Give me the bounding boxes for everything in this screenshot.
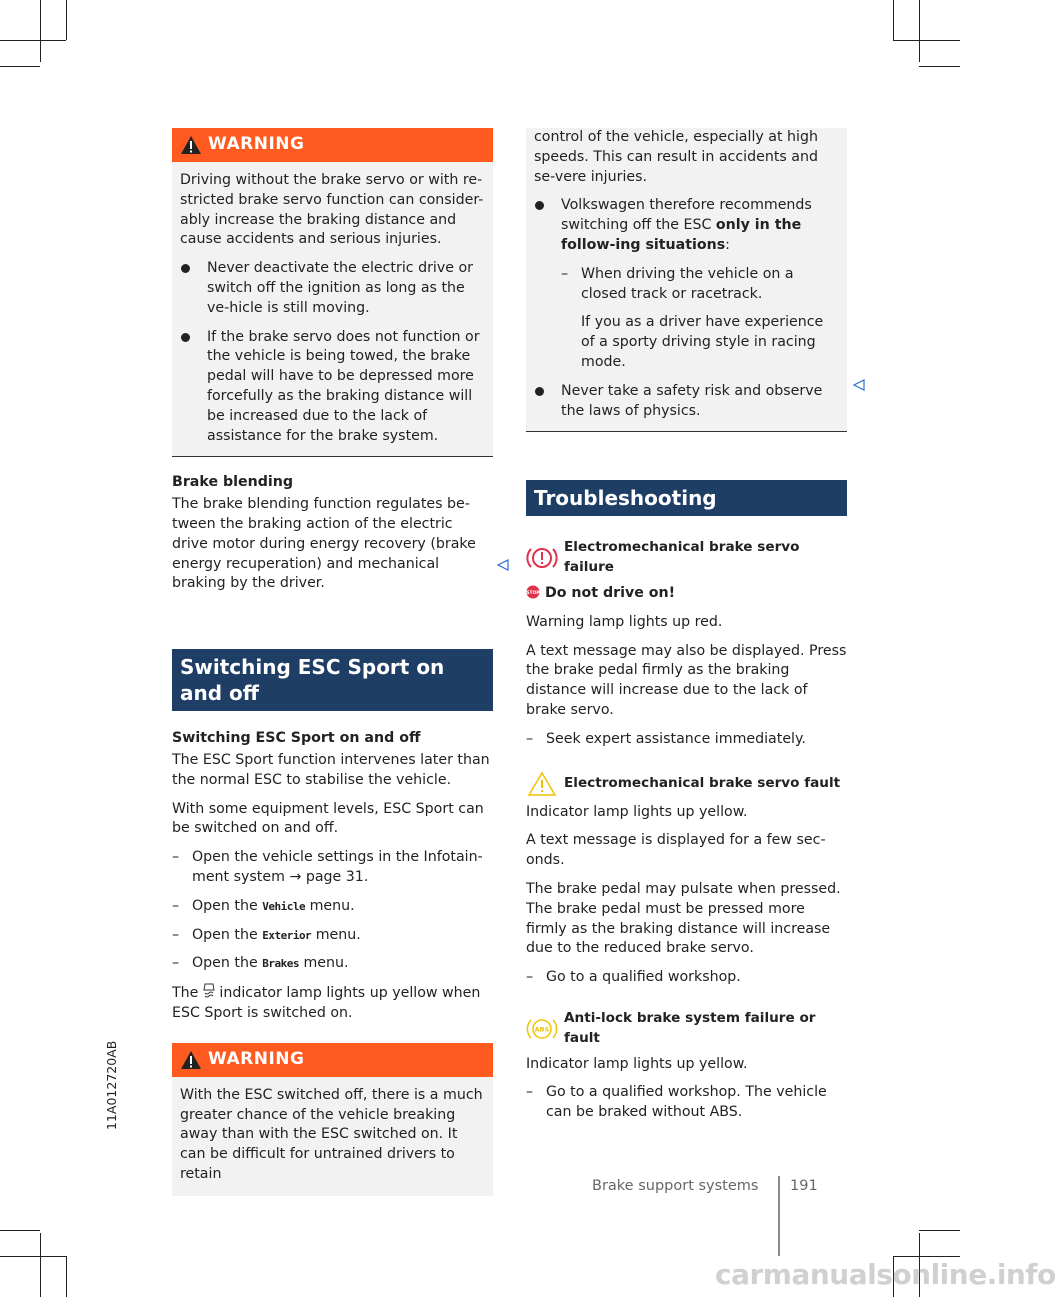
warning-bullet: Never take a safety risk and observe the laws of physics. [534,382,839,422]
crop-mark [893,0,894,40]
esc-heading: Switching ESC Sport on and off [172,649,493,711]
crop-mark [66,1256,67,1297]
warning-sub-text: If you as a driver have experience of a sporty driving style in racing mode. [581,314,824,370]
f2-p1: Indicator lamp lights up yellow. [526,803,748,820]
caution-yellow-icon [526,771,558,797]
warning-body [172,162,493,457]
crop-mark [0,1256,66,1257]
f1-p1: Warning lamp lights up red. [526,613,723,630]
warning-continued [526,128,847,432]
bullet-dot-icon [535,201,544,210]
crop-mark [0,40,66,41]
f1-p2: A text message may also be displayed. Press the brake pedal firmly as the braking distance will increase due to the lack of brake servo. [526,642,847,718]
crop-mark [919,1230,960,1231]
svg-text:STOP: STOP [526,590,540,596]
esc-off-car-icon [203,983,215,999]
warning-triangle-icon [180,135,202,155]
warning-bullet: Volkswagen therefore recommends switching off the ESC only in the follow-ing situations: [534,196,839,255]
menu-label-vehicle: Vehicle [262,899,306,913]
footer-divider [778,1176,780,1256]
section-end-icon [497,559,509,571]
esc-step: – Open the Exterior menu. [172,926,361,943]
troubleshooting-heading: Troubleshooting [526,480,847,516]
warning-bullet: Never deactivate the electric drive or switch off the ignition as long as the ve-hicle is still moving. [180,259,485,318]
right-column [526,128,847,1132]
crop-mark [893,1256,960,1257]
esc-step: – Open the vehicle settings in the Infotain-ment system → page 31. [172,849,483,885]
crop-mark [40,0,41,62]
abs-warning-icon [526,1016,558,1042]
warning-header [172,128,493,162]
crop-mark [919,66,960,67]
f3-p1: Indicator lamp lights up yellow. [526,1055,748,1072]
crop-mark [40,1233,41,1297]
brake-warning-red-icon [526,545,558,571]
f2-p3: The brake pedal may pulsate when pressed. The brake pedal must be pressed more firmly as the braking distance will increase due to the reduced brake servo. [526,880,841,957]
esc-subtitle: Switching ESC Sport on and off [172,730,421,747]
left-column [172,128,493,1196]
blending-text: The brake blending function regulates be-tween the braking action of the electric drive motor during energy recovery (brake energy recuperation) and mechanical braking by the driver. [172,496,476,592]
warning-cont-text: control of the vehicle, especially at high speeds. This can result in accidents and se-vere injuries. [534,129,818,185]
esc-step: – Open the Brakes menu. [172,955,349,972]
stop-notice: STOP Do not drive on! [526,584,676,601]
warning-header [172,1043,493,1077]
esc-step: – Open the Vehicle menu. [172,897,355,914]
blending-title: Brake blending [172,474,294,491]
menu-label-exterior: Exterior [262,928,312,942]
arrow-right-icon: → [289,868,302,885]
page-number: 191 [790,1178,818,1194]
warning-label: WARNING [208,134,305,155]
esc-p1: The ESC Sport function intervenes later than the normal ESC to stabilise the vehicle. [172,751,490,788]
esc-p2: With some equipment levels, ESC Sport can be switched on and off. [172,800,484,837]
warning-bullet: If the brake servo does not function or the vehicle is being towed, the brake pedal will have to be depressed more forcefully as the braking distance will be increased due to the lack of assistance for the brake system. [180,328,485,447]
f1-step: – Seek expert assistance immediately. [526,730,806,747]
f2-step: – Go to a qualified workshop. [526,969,741,986]
warning-label: WARNING [208,1048,305,1069]
crop-mark [0,1230,40,1231]
crop-mark [0,66,40,67]
side-code: 11A012720AB [104,1040,119,1130]
f2-p2: A text message is displayed for a few sec-onds. [526,832,826,869]
crop-mark [66,0,67,40]
stop-icon [526,585,540,599]
section-end-icon [853,379,865,391]
warning-body [172,1077,493,1196]
f3-step: – Go to a qualified workshop. The vehicle can be braked without ABS. [526,1084,827,1121]
abs-icon-text: ABS [534,1025,550,1034]
footer-section: Brake support systems [592,1178,759,1194]
abs-heading: ABS Anti-lock brake system failure or fault [526,1009,847,1049]
warning-intro: Driving without the brake servo or with re-stricted brake servo function can consider-ably increase the braking distance and cause accidents and serious injuries. [180,172,484,248]
warning-sub-item: – When driving the vehicle on a closed track or racetrack. [561,265,794,302]
page-link[interactable]: page 31. [305,868,369,885]
bullet-dot-icon [181,264,190,273]
esc-indicator-text: The indicator lamp lights up yellow when ESC Sport is switched on. [172,985,481,1021]
warning-triangle-icon [180,1050,202,1070]
crop-mark [893,40,960,41]
bullet-dot-icon [535,387,544,396]
bullet-dot-icon [181,333,190,342]
fault-heading: Electromechanical brake servo fault [526,771,847,797]
warning-text: With the ESC switched off, there is a much greater chance of the vehicle breaking away than with the ESC switched on. It can be difficult for untrained drivers to retain [180,1086,483,1182]
failure-heading: Electromechanical brake servo failure [526,538,847,578]
watermark: carmanualsonline.info [715,1258,1056,1291]
crop-mark [919,0,920,62]
menu-label-brakes: Brakes [262,957,299,971]
